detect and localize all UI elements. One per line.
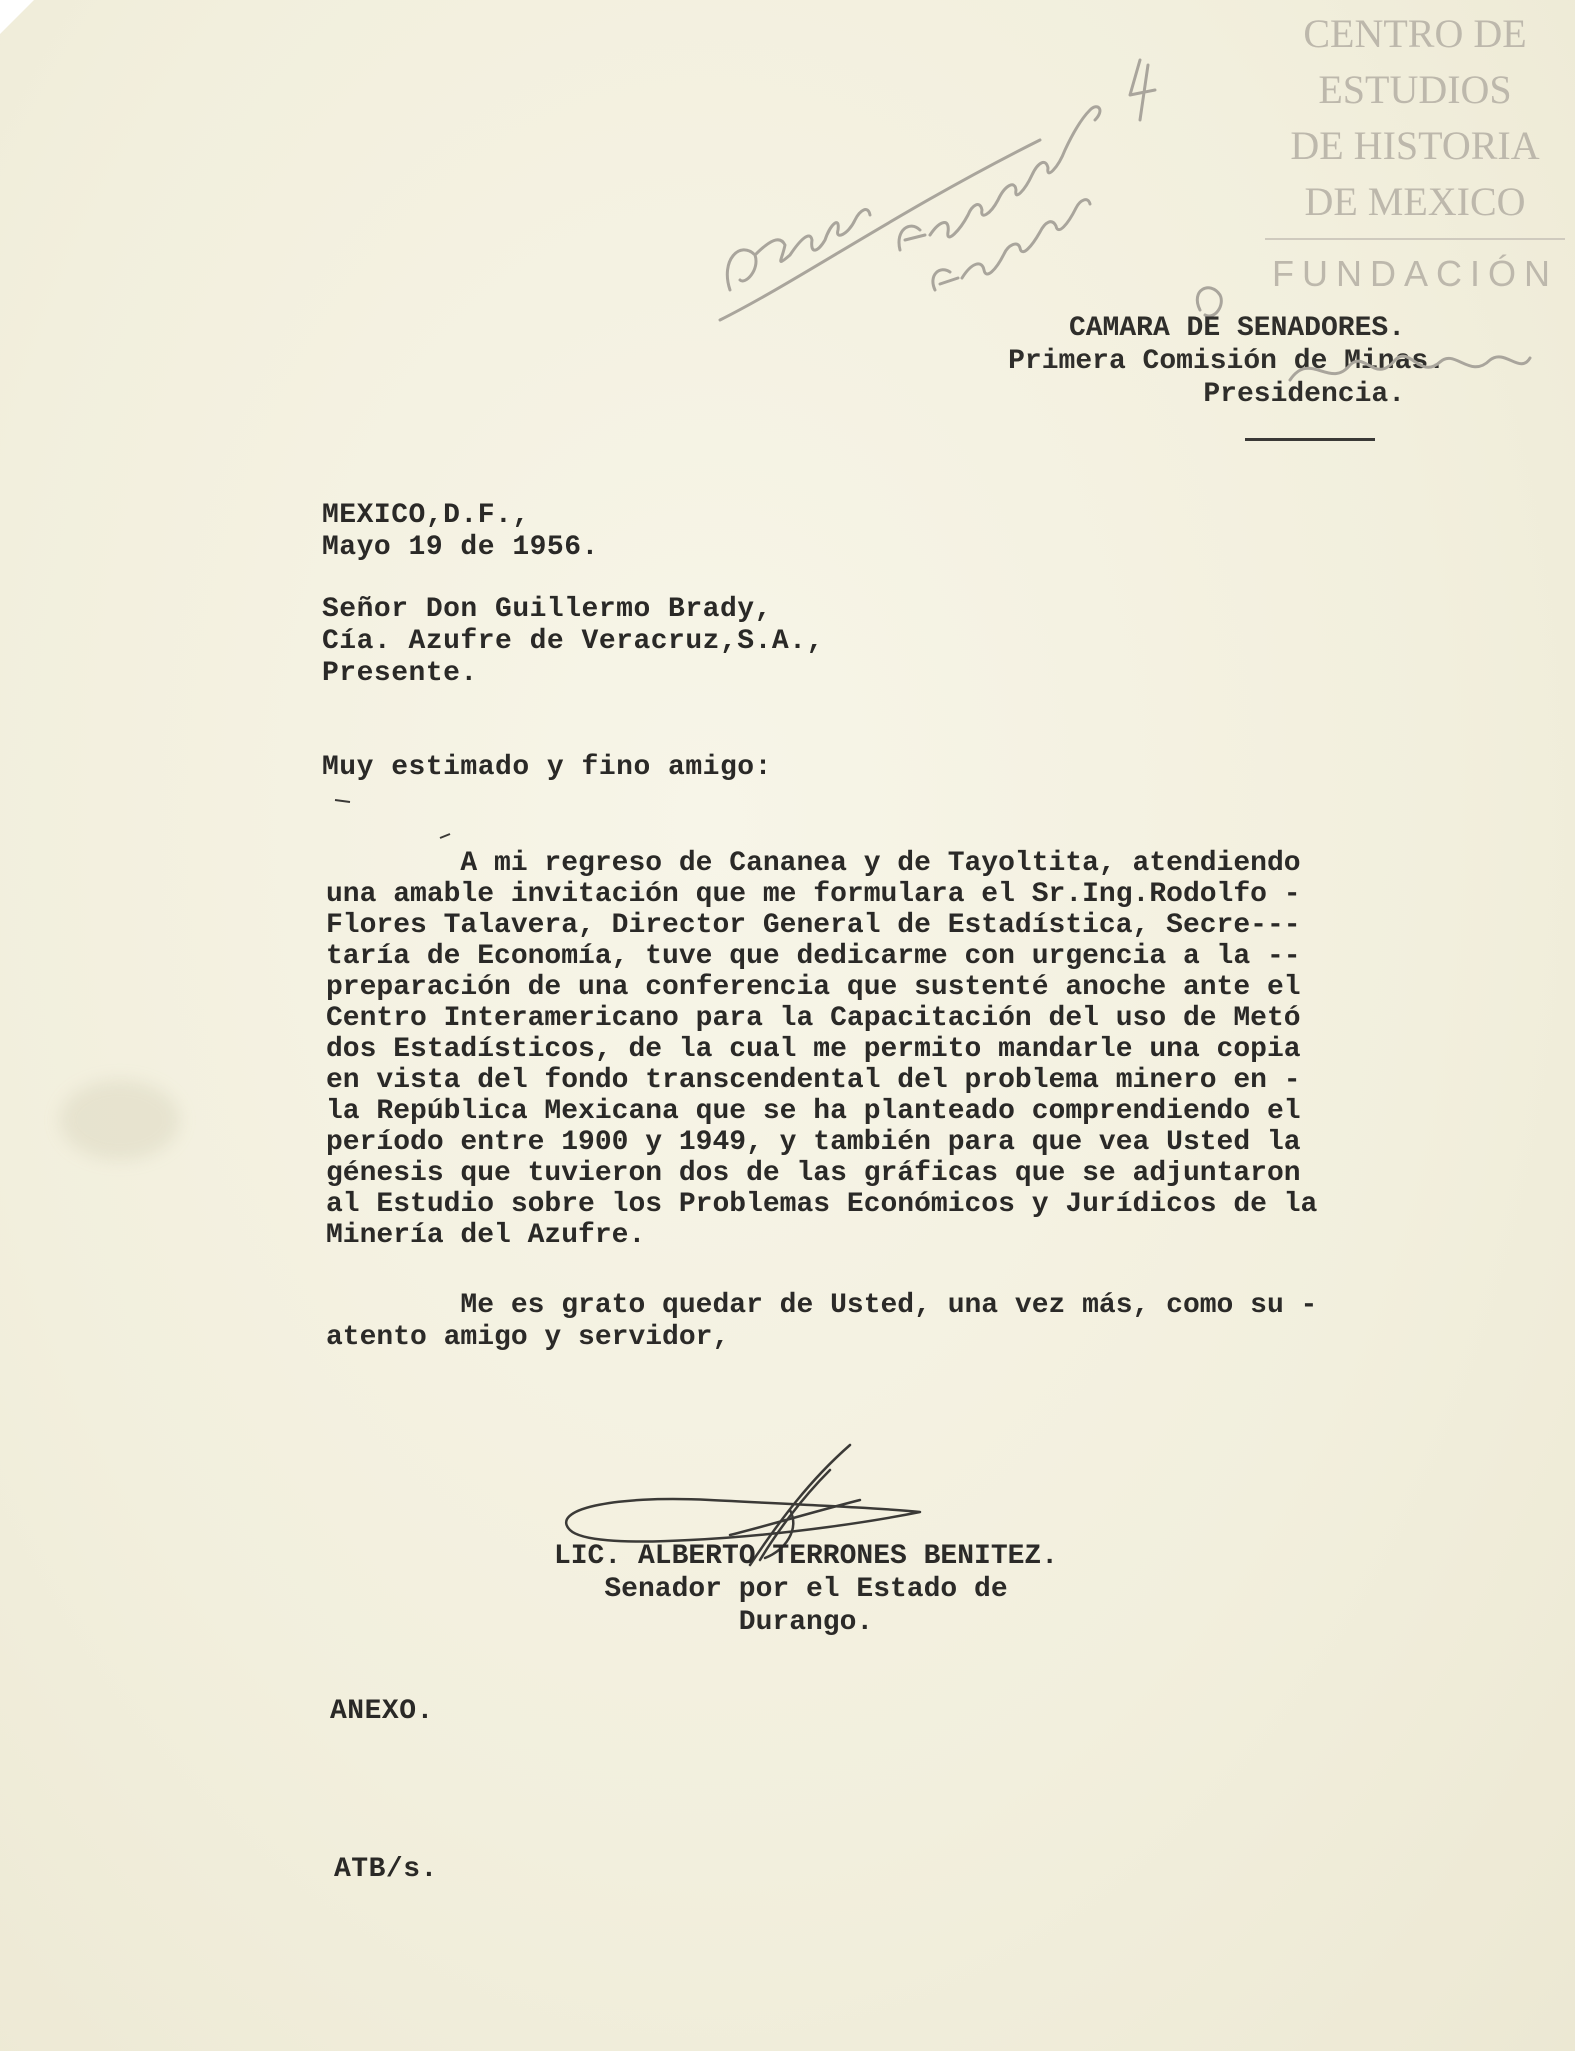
signer-name: LIC. ALBERTO TERRONES BENITEZ. <box>553 1541 1059 1572</box>
stray-mark <box>440 834 450 838</box>
body-paragraph <box>326 848 1446 1251</box>
letterhead-rule <box>1245 438 1375 441</box>
addressee-name: Señor Don Guillermo Brady, <box>322 594 772 625</box>
archive-watermark <box>1255 6 1575 298</box>
handwritten-archivo-stroke <box>727 210 870 290</box>
corner-fold <box>0 0 34 34</box>
body-line: la República Mexicana que se ha planteado comprendiendo el <box>326 1096 1301 1127</box>
watermark-divider <box>1265 238 1565 240</box>
pencil-scribble-letterhead <box>1280 340 1540 400</box>
handwritten-number-stroke <box>1130 60 1155 120</box>
addressee-presente: Presente. <box>322 658 478 689</box>
signer-title: Senador por el Estado de <box>604 1574 1008 1605</box>
body-line: Minería del Azufre. <box>326 1220 646 1251</box>
body-line: dos Estadísticos, de la cual me permito mandarle una copia <box>326 1034 1301 1065</box>
closing-line: atento amigo y servidor, <box>326 1322 730 1353</box>
pencil-annotations <box>700 40 1240 340</box>
typist-initials: ATB/s. <box>334 1854 438 1885</box>
body-line: al Estudio sobre los Problemas Económicos y Jurídicos de la <box>326 1189 1318 1220</box>
addressee-block <box>322 594 824 690</box>
addressee-company: Cía. Azufre de Veracruz,S.A., <box>322 626 824 657</box>
body-line: preparación de una conferencia que sustenté anoche ante el <box>326 972 1301 1003</box>
watermark-line: DE HISTORIA <box>1290 123 1540 168</box>
place-line: MEXICO,D.F., <box>322 500 530 531</box>
body-line: A mi regreso de Cananea y de Tayoltita, atendiendo <box>326 848 1301 879</box>
signer-state: Durango. <box>738 1607 874 1638</box>
watermark-foundation: FUNDACIÓN <box>1272 253 1558 294</box>
scribble-stroke <box>1290 356 1530 380</box>
body-line: Flores Talavera, Director General de Estadística, Secre--- <box>326 910 1301 941</box>
paper-stain <box>60 1080 180 1160</box>
body-line: en vista del fondo transcendental del problema minero en - <box>326 1065 1301 1096</box>
closing-paragraph <box>326 1290 1317 1354</box>
body-line: taría de Economía, tuve que dedicarme con urgencia a la -- <box>326 941 1301 972</box>
date-block <box>322 500 599 564</box>
watermark-line: ESTUDIOS <box>1318 67 1512 112</box>
letterhead-commission: Primera Comisión de Minas. <box>1008 346 1445 377</box>
handwritten-underline-stroke <box>720 140 1040 320</box>
handwritten-estadistica-stroke <box>933 200 1090 290</box>
body-line: una amable invitación que me formulara el Sr.Ing.Rodolfo - <box>326 879 1301 910</box>
enclosure-note: ANEXO. <box>330 1696 434 1727</box>
handwritten-esta-stroke <box>899 107 1100 250</box>
letterhead-chamber: CAMARA DE SENADORES. <box>1068 313 1405 344</box>
stray-mark <box>335 800 350 802</box>
greeting: Muy estimado y fino amigo: <box>322 752 772 783</box>
body-line: período entre 1900 y 1949, y también para que vea Usted la <box>326 1127 1301 1158</box>
letterhead-presidency: Presidencia. <box>1203 379 1405 410</box>
signature-loop-stroke <box>566 1499 920 1542</box>
closing-line: Me es grato quedar de Usted, una vez más, como su - <box>326 1290 1318 1321</box>
body-line: génesis que tuvieron dos de las gráficas que se adjuntaron <box>326 1158 1301 1189</box>
date-line: Mayo 19 de 1956. <box>322 532 599 563</box>
body-line: Centro Interamericano para la Capacitación del uso de Metó <box>326 1003 1301 1034</box>
watermark-line: CENTRO DE <box>1303 11 1527 56</box>
watermark-line: DE MEXICO <box>1304 179 1526 224</box>
signature-block <box>516 1540 1096 1639</box>
